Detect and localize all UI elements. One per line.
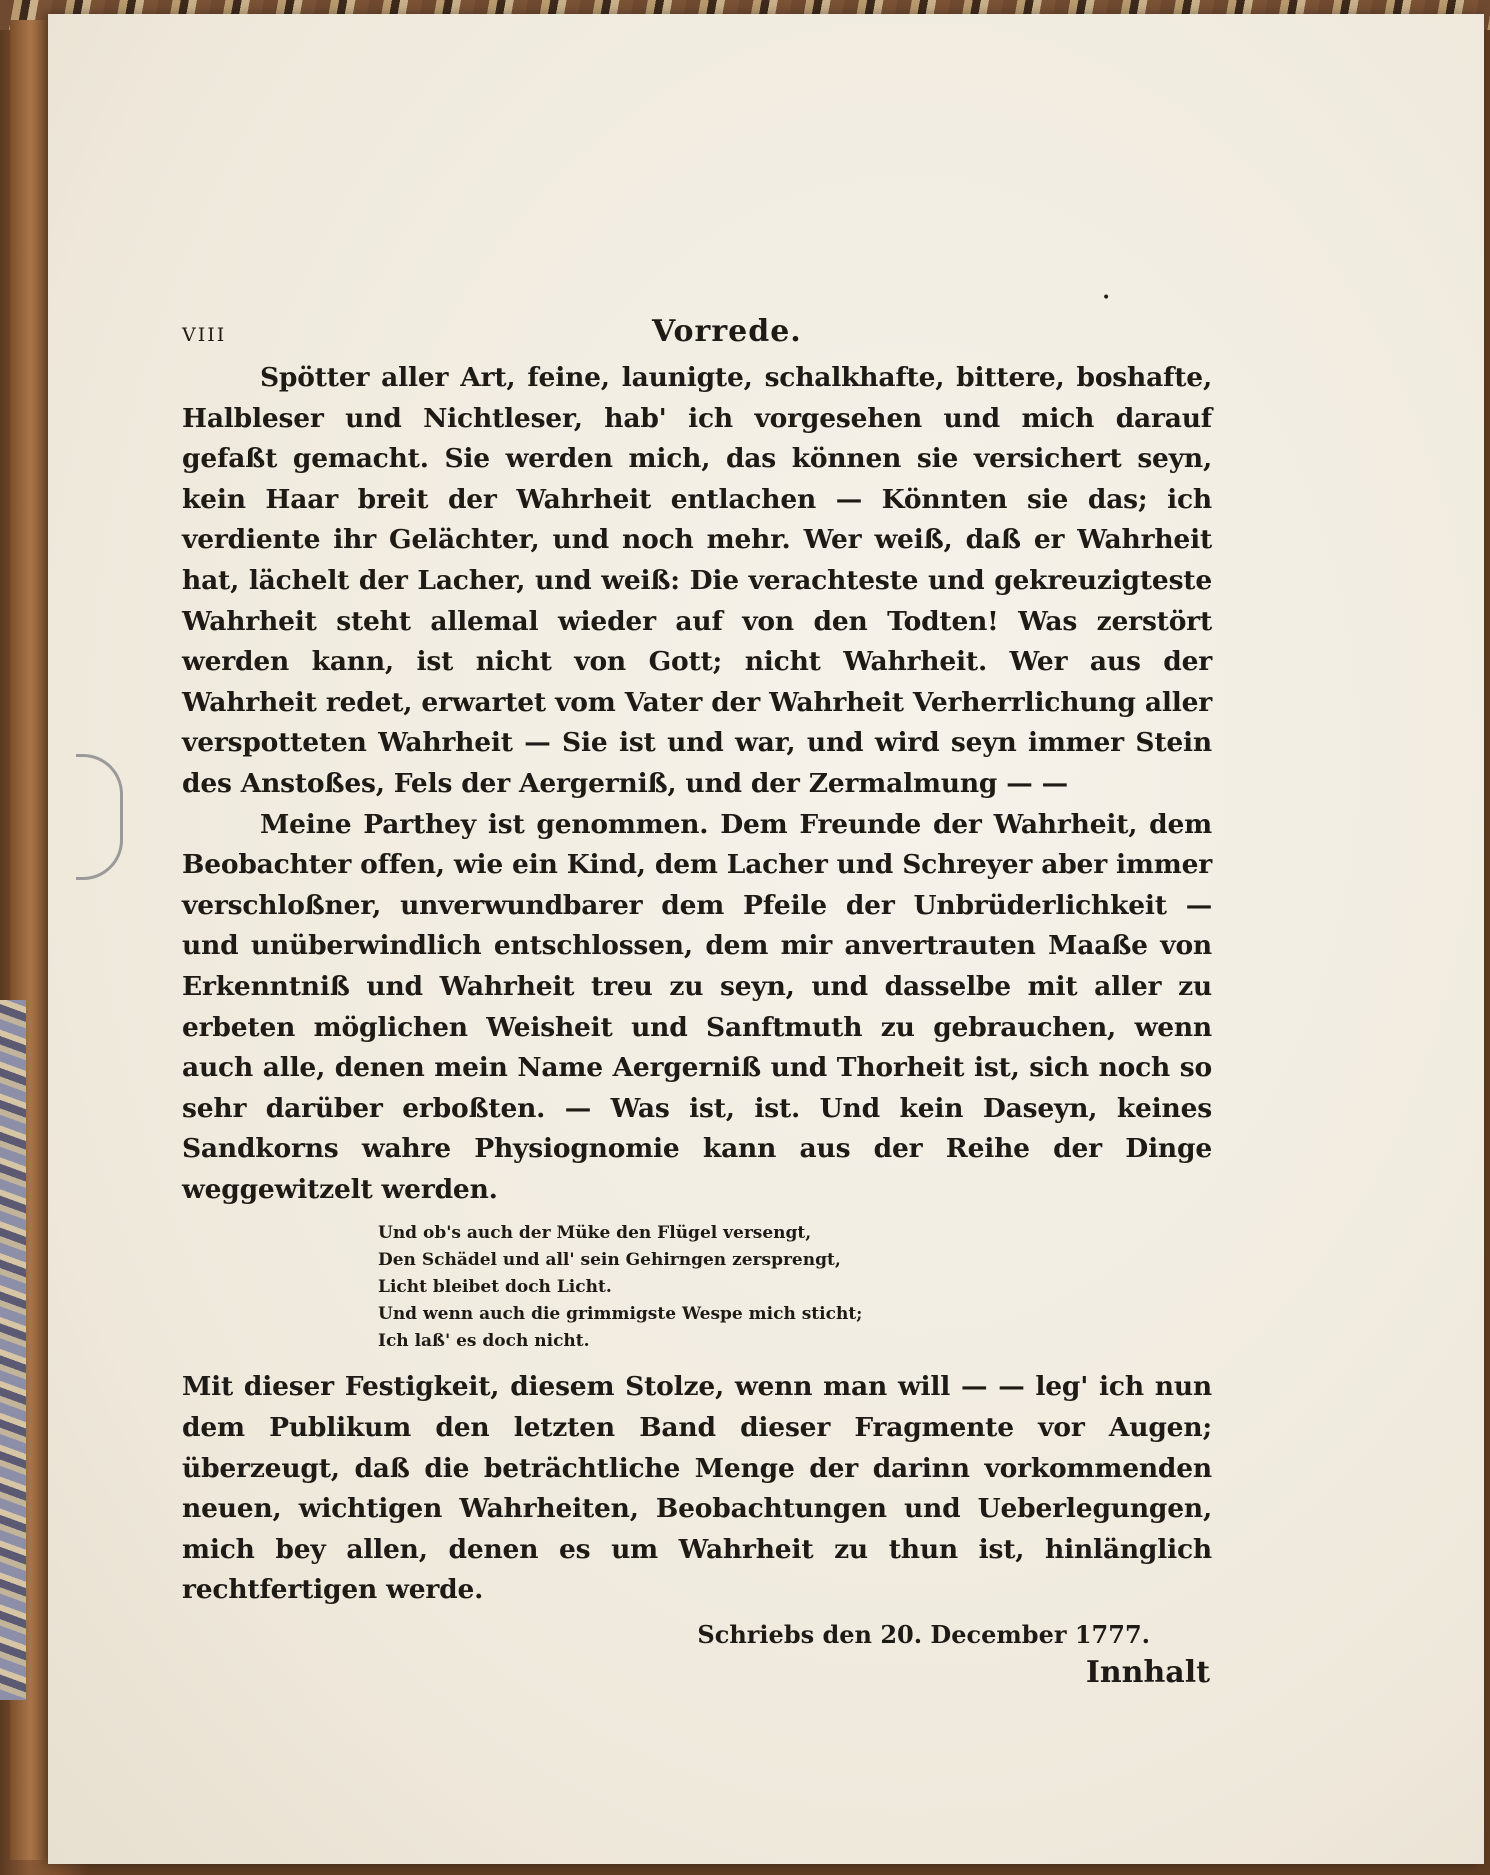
verse-block <box>378 1220 1212 1355</box>
catchword: Innhalt <box>1085 1655 1210 1691</box>
running-head <box>182 290 1212 350</box>
asterisk-mark: • <box>1102 290 1111 306</box>
page-text <box>182 290 1212 1693</box>
page-title: Vorrede. <box>652 314 802 349</box>
paper-clip <box>76 754 123 880</box>
verse-line: Und wenn auch die grimmigste Wespe mich sticht; <box>378 1304 863 1325</box>
verse-line: Ich laß' es doch nicht. <box>378 1331 590 1352</box>
paragraph-1: Spötter aller Art, feine, launigte, schalkhafte, bittere, boshafte, Halbleser und Nichtleser, hab' ich vorgesehen und mich darauf gefaßt gemacht. Sie werden mich, das können sie versichert seyn, kein Haar breit der Wahrheit entlachen — Könnten sie das; ich verdiente ihr Gelächter, und noch mehr. Wer weiß, daß er Wahrheit hat, lächelt der Lacher, und weiß: Die verachteste und gekreuzigteste Wahrheit steht allemal wieder auf von den Todten! Was zerstört werden kann, ist nicht von Gott; nicht Wahrheit. Wer aus der Wahrheit redet, erwartet vom Vater der Wahrheit Verherrlichung aller verspotteten Wahrheit — Sie ist und war, und wird seyn immer Stein des Anstoßes, Fels der Aergerniß, und der Zermalmung — — <box>182 362 1212 799</box>
verse-line: Den Schädel und all' sein Gehirngen zersprengt, <box>378 1250 841 1271</box>
closing-paragraph: Mit dieser Festigkeit, diesem Stolze, wenn man will — — leg' ich nun dem Publikum den letzten Band dieser Fragmente vor Augen; überzeugt, daß die beträchtliche Menge der darinn vorkommenden neuen, wichtigen Wahrheiten, Beobachtungen und Ueberlegungen, mich bey allen, denen es um Wahrheit zu thun ist, hinlänglich rechtfertigen werde. <box>182 1371 1212 1606</box>
verse-line: Und ob's auch der Müke den Flügel versengt, <box>378 1223 812 1244</box>
verse-line: Licht bleibet doch Licht. <box>378 1277 612 1298</box>
paragraph-2: Meine Parthey ist genommen. Dem Freunde der Wahrheit, dem Beobachter offen, wie ein Kind, dem Lacher und Schreyer aber immer verschloßner, unverwundbarer dem Pfeile der Unbrüderlichkeit — und unüberwindlich entschlossen, dem mir anvertrauten Maaße von Erkenntniß und Wahrheit treu zu seyn, und dasselbe mit aller zu erbeten möglichen Weisheit und Sanftmuth zu gebrauchen, wenn auch alle, denen mein Name Aergerniß und Thorheit ist, sich noch so sehr darüber erboßten. — Was ist, ist. Und kein Daseyn, keines Sandkorns wahre Physiognomie kann aus der Reihe der Dinge weggewitzelt werden. <box>182 808 1212 1205</box>
page-number: VIII <box>182 324 227 346</box>
dateline: Schriebs den 20. December 1777. <box>697 1620 1150 1650</box>
marbled-left-edge <box>0 1000 26 1700</box>
